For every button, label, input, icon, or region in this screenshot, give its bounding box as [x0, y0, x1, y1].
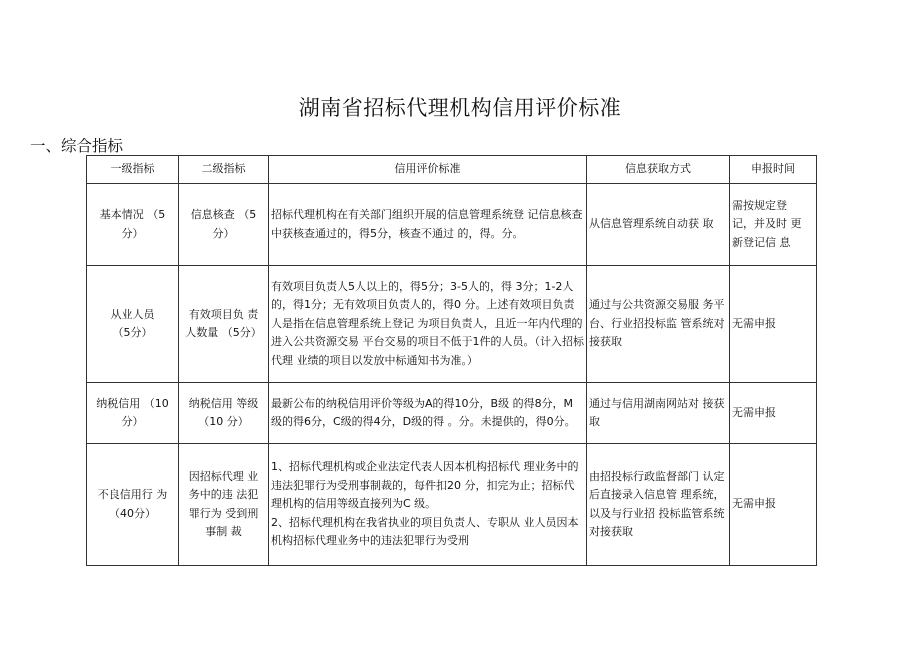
cell-source: 通过与信用湖南网站对 接获取 — [587, 383, 730, 444]
cell-standard: 招标代理机构在有关部门组织开展的信息管理系统登 记信息核查中获核查通过的，得5分，核查不通过 的，得。分。 — [269, 184, 587, 266]
cell-standard: 1、招标代理机构或企业法定代表人因本机构招标代 理业务中的违法犯罪行为受刑事制裁的，每件扣20 分，扣完为止；招标代理机构的信用等级直接列为C 级。 2、招标代理机构在我省执业的项目负责人、专职从 业人员因本机构招标代理业务中的违法犯罪行为受刑 — [269, 444, 587, 566]
cell-level2: 有效项目负 责 人数量 （5分） — [179, 266, 269, 383]
table-row — [87, 266, 817, 383]
cell-level2: 因招标代理 业 务中的违 法犯 罪行为 受到刑 事制 裁 — [179, 444, 269, 566]
cell-time: 需按规定登 记，并及时 更 新登记信 息 — [730, 184, 817, 266]
table-row — [87, 383, 817, 444]
table-header-row — [87, 156, 817, 184]
table-row — [87, 444, 817, 566]
cell-level2: 信息核查 （5 分） — [179, 184, 269, 266]
cell-level1: 基本情况 （5 分） — [87, 184, 179, 266]
cell-level2: 纳税信用 等级 （10 分） — [179, 383, 269, 444]
cell-standard: 有效项目负责人5人以上的，得5分；3-5人的，得 3分；1-2人的，得1分；无有效项目负责人的，得0 分。上述有效项目负责人是指在信息管理系统上登记 为项目负责人，且近一年内代理的进入公共资源交易 平台交易的项目不低于1件的人员。（计入招标代理 业绩的项目以发放中标通知书为准。） — [269, 266, 587, 383]
header-level2: 二级指标 — [179, 156, 269, 184]
cell-time: 无需申报 — [730, 444, 817, 566]
section-heading: 一、综合指标 — [30, 137, 124, 155]
cell-standard: 最新公布的纳税信用评价等级为A的得10分，B级 的得8分，M级的得6分，C级的得4分，D级的得 。分。未提供的，得0分。 — [269, 383, 587, 444]
cell-level1: 从业人员 （5分） — [87, 266, 179, 383]
header-level1: 一级指标 — [87, 156, 179, 184]
cell-source: 通过与公共资源交易服 务平台、行业招投标监 管系统对接获取 — [587, 266, 730, 383]
cell-level1: 不良信用行 为 （40分） — [87, 444, 179, 566]
cell-time: 无需申报 — [730, 266, 817, 383]
header-time: 申报时间 — [730, 156, 817, 184]
header-standard: 信用评价标准 — [269, 156, 587, 184]
cell-source: 由招投标行政监督部门 认定后直接录入信息管 理系统，以及与行业招 投标监管系统对接获取 — [587, 444, 730, 566]
document-title: 湖南省招标代理机构信用评价标准 — [298, 96, 622, 120]
cell-level1: 纳税信用 （10 分） — [87, 383, 179, 444]
criteria-table — [86, 155, 817, 566]
table-row — [87, 184, 817, 266]
cell-source: 从信息管理系统自动获 取 — [587, 184, 730, 266]
cell-time: 无需申报 — [730, 383, 817, 444]
header-source: 信息获取方式 — [587, 156, 730, 184]
